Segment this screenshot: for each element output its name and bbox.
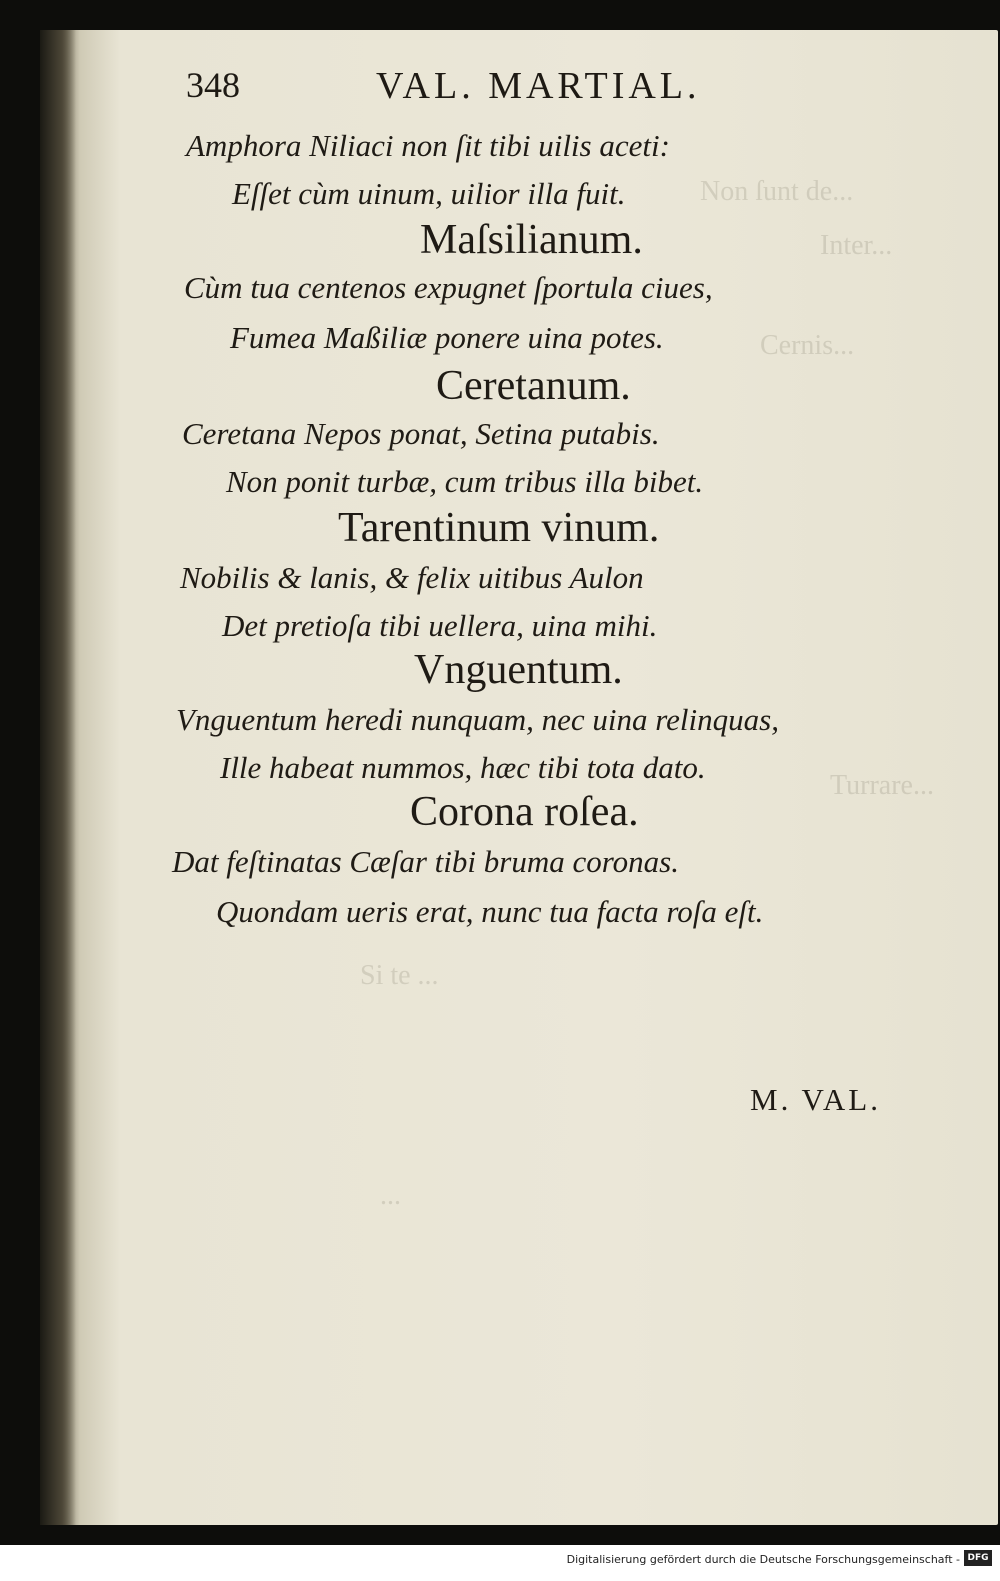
verse-line: Fumea Maßiliæ ponere uina potes. xyxy=(230,320,664,355)
verse-line: Ceretana Nepos ponat, Setina putabis. xyxy=(182,416,660,451)
show-through: Turrare... xyxy=(830,770,934,801)
digitization-credit: Digitalisierung gefördert durch die Deutsche Forschungsgemeinschaft - xyxy=(566,1553,960,1566)
verse-line: Vnguentum heredi nunquam, nec uina relinquas, xyxy=(176,702,779,737)
verse-line: Quondam ueris erat, nunc tua facta roſa eſt. xyxy=(216,894,764,929)
page-number: 348 xyxy=(186,65,240,105)
section-heading: Vnguentum. xyxy=(414,647,623,693)
show-through: Cernis... xyxy=(760,330,855,361)
show-through: Non ſunt de... xyxy=(700,176,854,207)
gutter-shadow xyxy=(40,30,76,1525)
show-through: Inter... xyxy=(820,230,893,261)
verse-line: Dat feſtinatas Cæſar tibi bruma coronas. xyxy=(172,844,679,879)
verse-line: Det pretioſa tibi uellera, uina mihi. xyxy=(222,608,658,643)
show-through: Si te ... xyxy=(360,960,439,991)
verse-line: Ille habeat nummos, hæc tibi tota dato. xyxy=(220,750,706,785)
show-through: ... xyxy=(380,1180,401,1211)
catchword: M. VAL. xyxy=(750,1082,881,1117)
page-header xyxy=(186,64,786,114)
verse-line: Eſſet cùm uinum, uilior illa fuit. xyxy=(232,176,626,211)
verse-line: Amphora Niliaci non ſit tibi uilis aceti: xyxy=(186,128,670,163)
section-heading: Tarentinum vinum. xyxy=(338,505,660,551)
verse-line: Cùm tua centenos expugnet ſportula ciues, xyxy=(184,270,713,305)
dfg-logo-icon: DFG xyxy=(964,1550,992,1566)
verse-line: Nobilis & lanis, & felix uitibus Aulon xyxy=(180,560,644,595)
running-title: VAL. MARTIAL. xyxy=(376,65,701,107)
section-heading: Ceretanum. xyxy=(436,363,631,409)
section-heading: Maſsilianum. xyxy=(420,217,643,263)
section-heading: Corona roſea. xyxy=(410,789,639,835)
verse-line: Non ponit turbæ, cum tribus illa bibet. xyxy=(226,464,704,499)
